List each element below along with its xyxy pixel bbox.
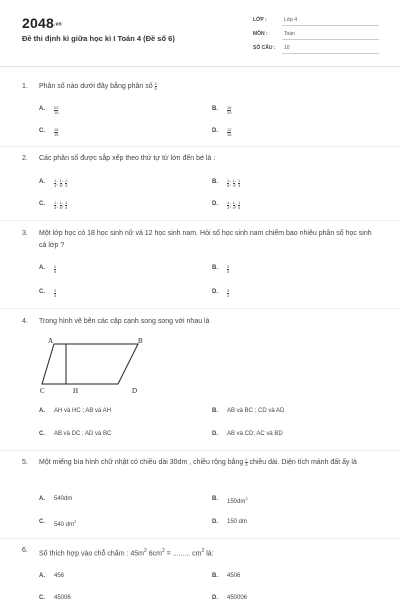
parallelogram-shape bbox=[42, 344, 138, 384]
divider bbox=[0, 220, 400, 221]
divider bbox=[0, 450, 400, 451]
question-text: Phân số nào dưới đây bằng phân số $\frac{4}{5}$ bbox=[39, 80, 157, 91]
site-logo[interactable]: 2048.vn bbox=[22, 15, 62, 31]
fraction: $\frac{3}{5}$ bbox=[227, 264, 230, 274]
fraction: $\frac{1}{4}$ bbox=[232, 178, 235, 188]
subject-label: MÔN : bbox=[253, 31, 268, 37]
vertex-d-label: D bbox=[132, 387, 138, 395]
question-text: Các phân số được sắp xếp theo thứ tự từ lớn đến bé là : bbox=[39, 155, 216, 162]
class-value: Lớp 4 bbox=[284, 17, 298, 23]
fraction: $\frac{1}{3}$ bbox=[65, 178, 68, 188]
divider bbox=[282, 53, 379, 54]
question-number: 3. bbox=[22, 230, 28, 237]
fraction: $\frac{1}{4}$ bbox=[54, 178, 57, 188]
subject-value: Toán bbox=[284, 31, 295, 37]
question-number: 1. bbox=[22, 83, 28, 90]
fraction: $\frac{3}{2}$ bbox=[227, 288, 230, 298]
fraction: $\frac{1}{3}$ bbox=[238, 178, 241, 188]
fraction: $\frac{1}{3}$ bbox=[227, 200, 230, 210]
question-number: 5. bbox=[22, 459, 28, 466]
fraction: $\frac{1}{6}$ bbox=[59, 200, 62, 210]
question-text: Trong hình vẽ bên các cặp cạnh song song với nhau là bbox=[39, 318, 210, 325]
question-text: Một lớp học có 18 học sinh nữ và 12 học sinh nam. Hỏi số học sinh nam chiếm bao nhiêu phần số học sinh cả lớp ? bbox=[39, 230, 372, 249]
parallelogram-figure bbox=[36, 334, 156, 400]
divider bbox=[0, 538, 400, 539]
header-divider bbox=[0, 66, 400, 67]
fraction: $\frac{2}{5}$ bbox=[54, 264, 57, 274]
count-label: SỐ CÂU : bbox=[253, 45, 276, 51]
fraction: $\frac{1}{6}$ bbox=[59, 178, 62, 188]
fraction: $\frac{1}{3}$ bbox=[54, 200, 57, 210]
fraction: $\frac{20}{16}$ bbox=[54, 105, 59, 115]
divider bbox=[0, 146, 400, 147]
fraction: $\frac{2}{3}$ bbox=[245, 456, 248, 467]
class-label: LỚP : bbox=[253, 17, 267, 23]
question-number: 6. bbox=[22, 547, 28, 554]
question-number: 2. bbox=[22, 155, 28, 162]
fraction: $\frac{1}{4}$ bbox=[65, 200, 68, 210]
vertex-a-label: A bbox=[48, 337, 54, 345]
fraction: $\frac{4}{5}$ bbox=[154, 80, 157, 91]
fraction: $\frac{1}{6}$ bbox=[238, 200, 241, 210]
point-h-label: H bbox=[73, 387, 79, 395]
fraction: $\frac{2}{3}$ bbox=[54, 288, 57, 298]
question-text: Số thích hợp vào chỗ chấm : $45m^2$ $6cm^2$ = ......... $cm^2$ là: bbox=[39, 548, 214, 558]
vertex-b-label: B bbox=[138, 337, 143, 345]
fraction: $\frac{16}{20}$ bbox=[227, 105, 232, 115]
question-text: Một miếng bìa hình chữ nhật có chiều dài 30dm , chiều rộng bằng $\frac{2}{3}$ chiều dài. Diện tích mảnh đất ấy là bbox=[39, 456, 357, 467]
fraction: $\frac{1}{6}$ bbox=[227, 178, 230, 188]
divider bbox=[282, 39, 379, 40]
count-value: 10 bbox=[284, 45, 290, 51]
divider bbox=[282, 25, 379, 26]
fraction: $\frac{16}{15}$ bbox=[54, 127, 59, 137]
fraction: $\frac{12}{16}$ bbox=[227, 127, 232, 137]
question-number: 4. bbox=[22, 318, 28, 325]
divider bbox=[0, 308, 400, 309]
fraction: $\frac{1}{4}$ bbox=[232, 200, 235, 210]
vertex-c-label: C bbox=[40, 387, 45, 395]
page-title: Đề thi định kì giữa học kì I Toán 4 (Đề số 6) bbox=[22, 34, 175, 43]
